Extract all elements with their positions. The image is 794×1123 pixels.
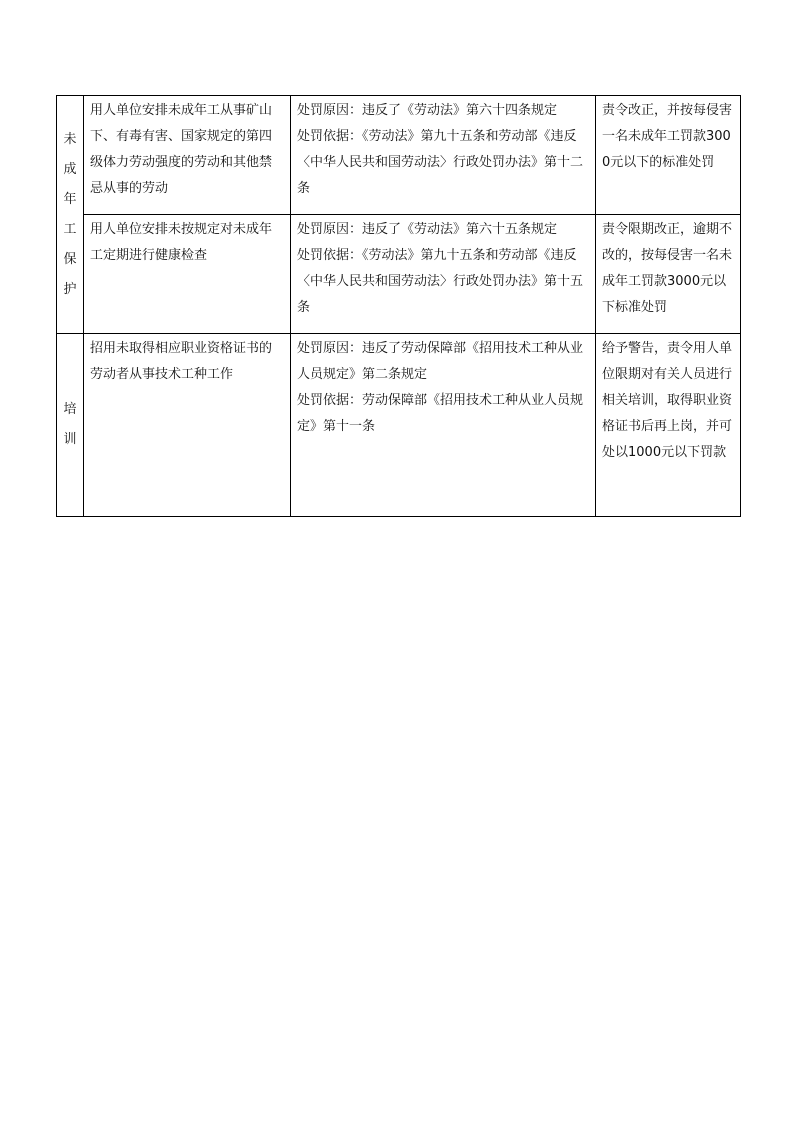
penalty-basis-text: 处罚依据：劳动保障部《招用技术工种从业人员规定》第十一条 [297,393,584,434]
category-label: 未成年工保护 [63,131,77,297]
violation-text: 用人单位安排未成年工从事矿山下、有毒有害、国家规定的第四级体力劳动强度的劳动和其他禁忌从事的劳动 [90,103,273,196]
penalty-table [56,95,741,517]
penalty-cell [596,215,741,334]
table-row [57,96,741,215]
table-row [57,215,741,334]
penalty-basis-text: 处罚依据：《劳动法》第九十五条和劳动部《违反〈中华人民共和国劳动法〉行政处罚办法》第十二条 [297,129,584,196]
penalty-text: 责令改正，并按每侵害一名未成年工罚款3000元以下的标准处罚 [602,103,733,170]
penalty-basis-text: 处罚依据：《劳动法》第九十五条和劳动部《违反〈中华人民共和国劳动法〉行政处罚办法》第十五条 [297,248,584,315]
legal-basis-cell [291,96,596,215]
legal-basis-cell [291,215,596,334]
penalty-reason-text: 处罚原因：违反了《劳动法》第六十五条规定 [297,222,558,237]
category-label: 培训 [63,402,77,447]
penalty-reason-text: 处罚原因：违反了劳动保障部《招用技术工种从业人员规定》第二条规定 [297,341,584,382]
penalty-text: 给予警告，责令用人单位限期对有关人员进行相关培训，取得职业资格证书后再上岗，并可处以1000元以下罚款 [602,341,733,460]
penalty-reason-text: 处罚原因：违反了《劳动法》第六十四条规定 [297,103,558,118]
penalty-cell [596,96,741,215]
penalty-text: 责令限期改正，逾期不改的，按每侵害一名未成年工罚款3000元以下标准处罚 [602,222,733,315]
category-cell-minor-worker-protection [57,96,84,334]
violation-cell [84,215,291,334]
violation-cell [84,96,291,215]
penalty-cell [596,334,741,517]
violation-text: 用人单位安排未按规定对未成年工定期进行健康检查 [90,222,273,263]
category-cell-training [57,334,84,517]
legal-basis-cell [291,334,596,517]
table-row [57,334,741,517]
violation-text: 招用未取得相应职业资格证书的劳动者从事技术工种工作 [90,341,273,382]
violation-cell [84,334,291,517]
